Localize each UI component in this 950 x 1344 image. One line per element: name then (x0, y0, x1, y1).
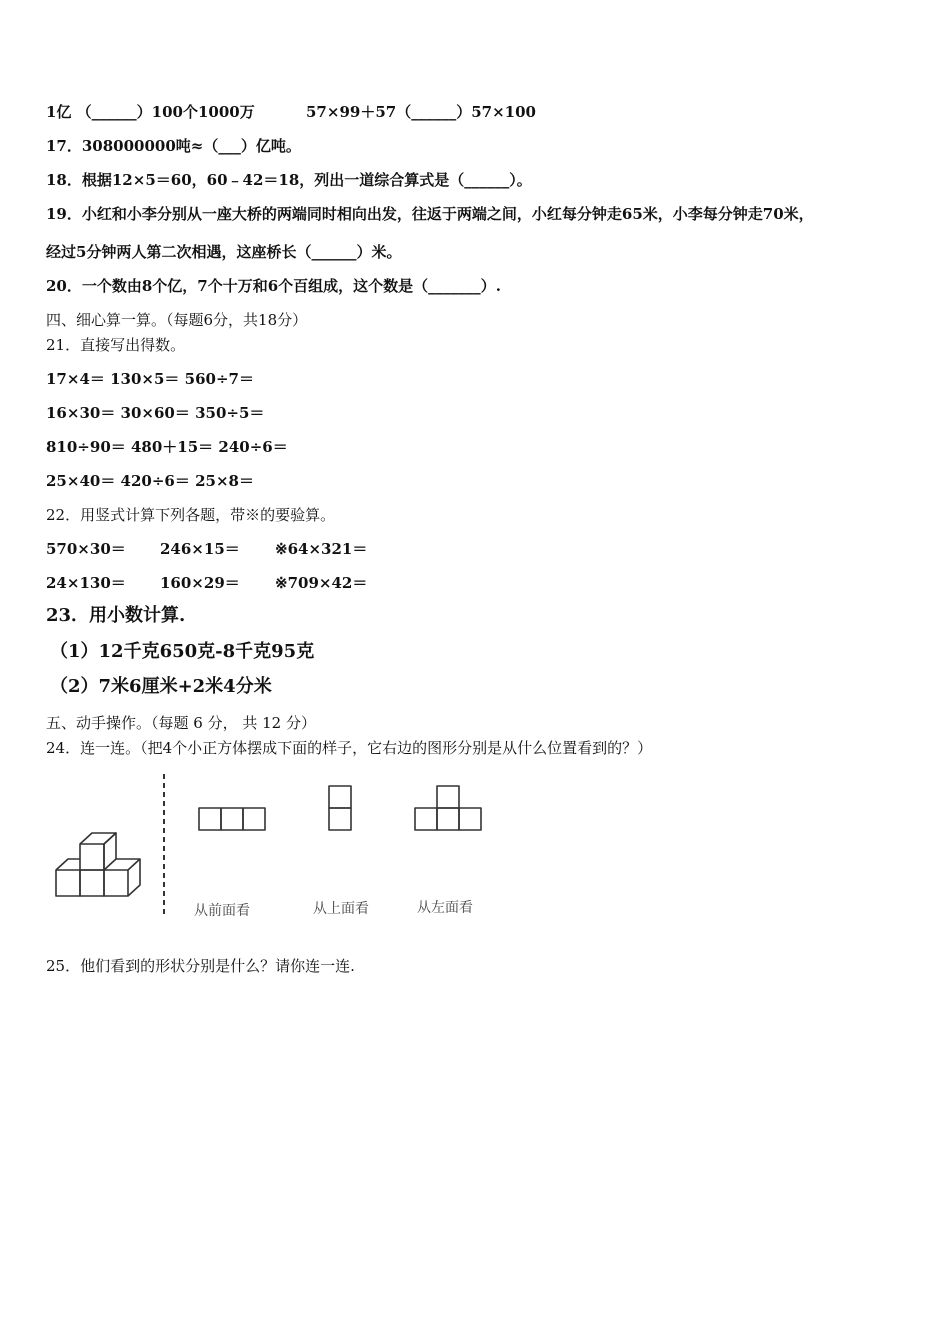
question-18: 18．根据12×5＝60，60﹣42＝18，列出一道综合算式是（______）。 (46, 171, 532, 189)
q22-item: 246×15＝ (160, 540, 240, 558)
cube-views-figure (46, 772, 506, 922)
cube-stack (56, 833, 140, 896)
question-23-part-1: （1）12千克650克-8千克95克 (50, 641, 315, 662)
q21-row: 16×30＝ 30×60＝ 350÷5＝ (46, 404, 265, 422)
question-19-line-1: 19．小红和小李分别从一座大桥的两端同时相向出发，往返于两端之间，小红每分钟走65米，小李每分钟走70米， (46, 205, 814, 223)
q22-item: 160×29＝ (160, 574, 240, 592)
question-21-title: 21．直接写出得数。 (46, 336, 186, 354)
q22-item: ※709×42＝ (275, 574, 368, 592)
section-5-heading: 五、动手操作。（每题 6 分， 共 12 分） (46, 714, 316, 732)
question-24-title: 24．连一连。（把4个小正方体摆成下面的样子，它右边的图形分别是从什么位置看到的？） (46, 739, 653, 757)
q22-item: 570×30＝ (46, 540, 126, 558)
q21-row: 25×40＝ 420÷6＝ 25×8＝ (46, 472, 254, 490)
caption-left-view: 从左面看 (417, 900, 473, 916)
question-22-title: 22．用竖式计算下列各题，带※的要验算。 (46, 506, 336, 524)
q22-item: ※64×321＝ (275, 540, 368, 558)
q21-row: 17×4＝ 130×5＝ 560÷7＝ (46, 370, 254, 388)
section-4-heading: 四、细心算一算。（每题6分，共18分） (46, 311, 308, 329)
question-25: 25．他们看到的形状分别是什么？请你连一连. (46, 957, 355, 975)
question-17: 17．308000000吨≈（___）亿吨。 (46, 137, 301, 155)
question-23-part-2: （2）7米6厘米+2米4分米 (50, 676, 272, 697)
question-19-line-2: 经过5分钟两人第二次相遇，这座桥长（______）米。 (46, 243, 402, 261)
caption-top-view: 从上面看 (313, 901, 369, 917)
question-20: 20．一个数由8个亿，7个十万和6个百组成，这个数是（_______）. (46, 277, 501, 295)
left-view-shape (415, 786, 481, 830)
q21-row: 810÷90＝ 480＋15＝ 240÷6＝ (46, 438, 288, 456)
question-23-title: 23．用小数计算. (46, 605, 186, 626)
q16-left: 1亿 （______）100个1000万 (46, 103, 255, 121)
q16-right: 57×99＋57（______）57×100 (306, 103, 536, 121)
top-view-shape (329, 786, 351, 830)
caption-front-view: 从前面看 (194, 903, 250, 919)
front-view-shape (199, 808, 265, 830)
q22-item: 24×130＝ (46, 574, 126, 592)
